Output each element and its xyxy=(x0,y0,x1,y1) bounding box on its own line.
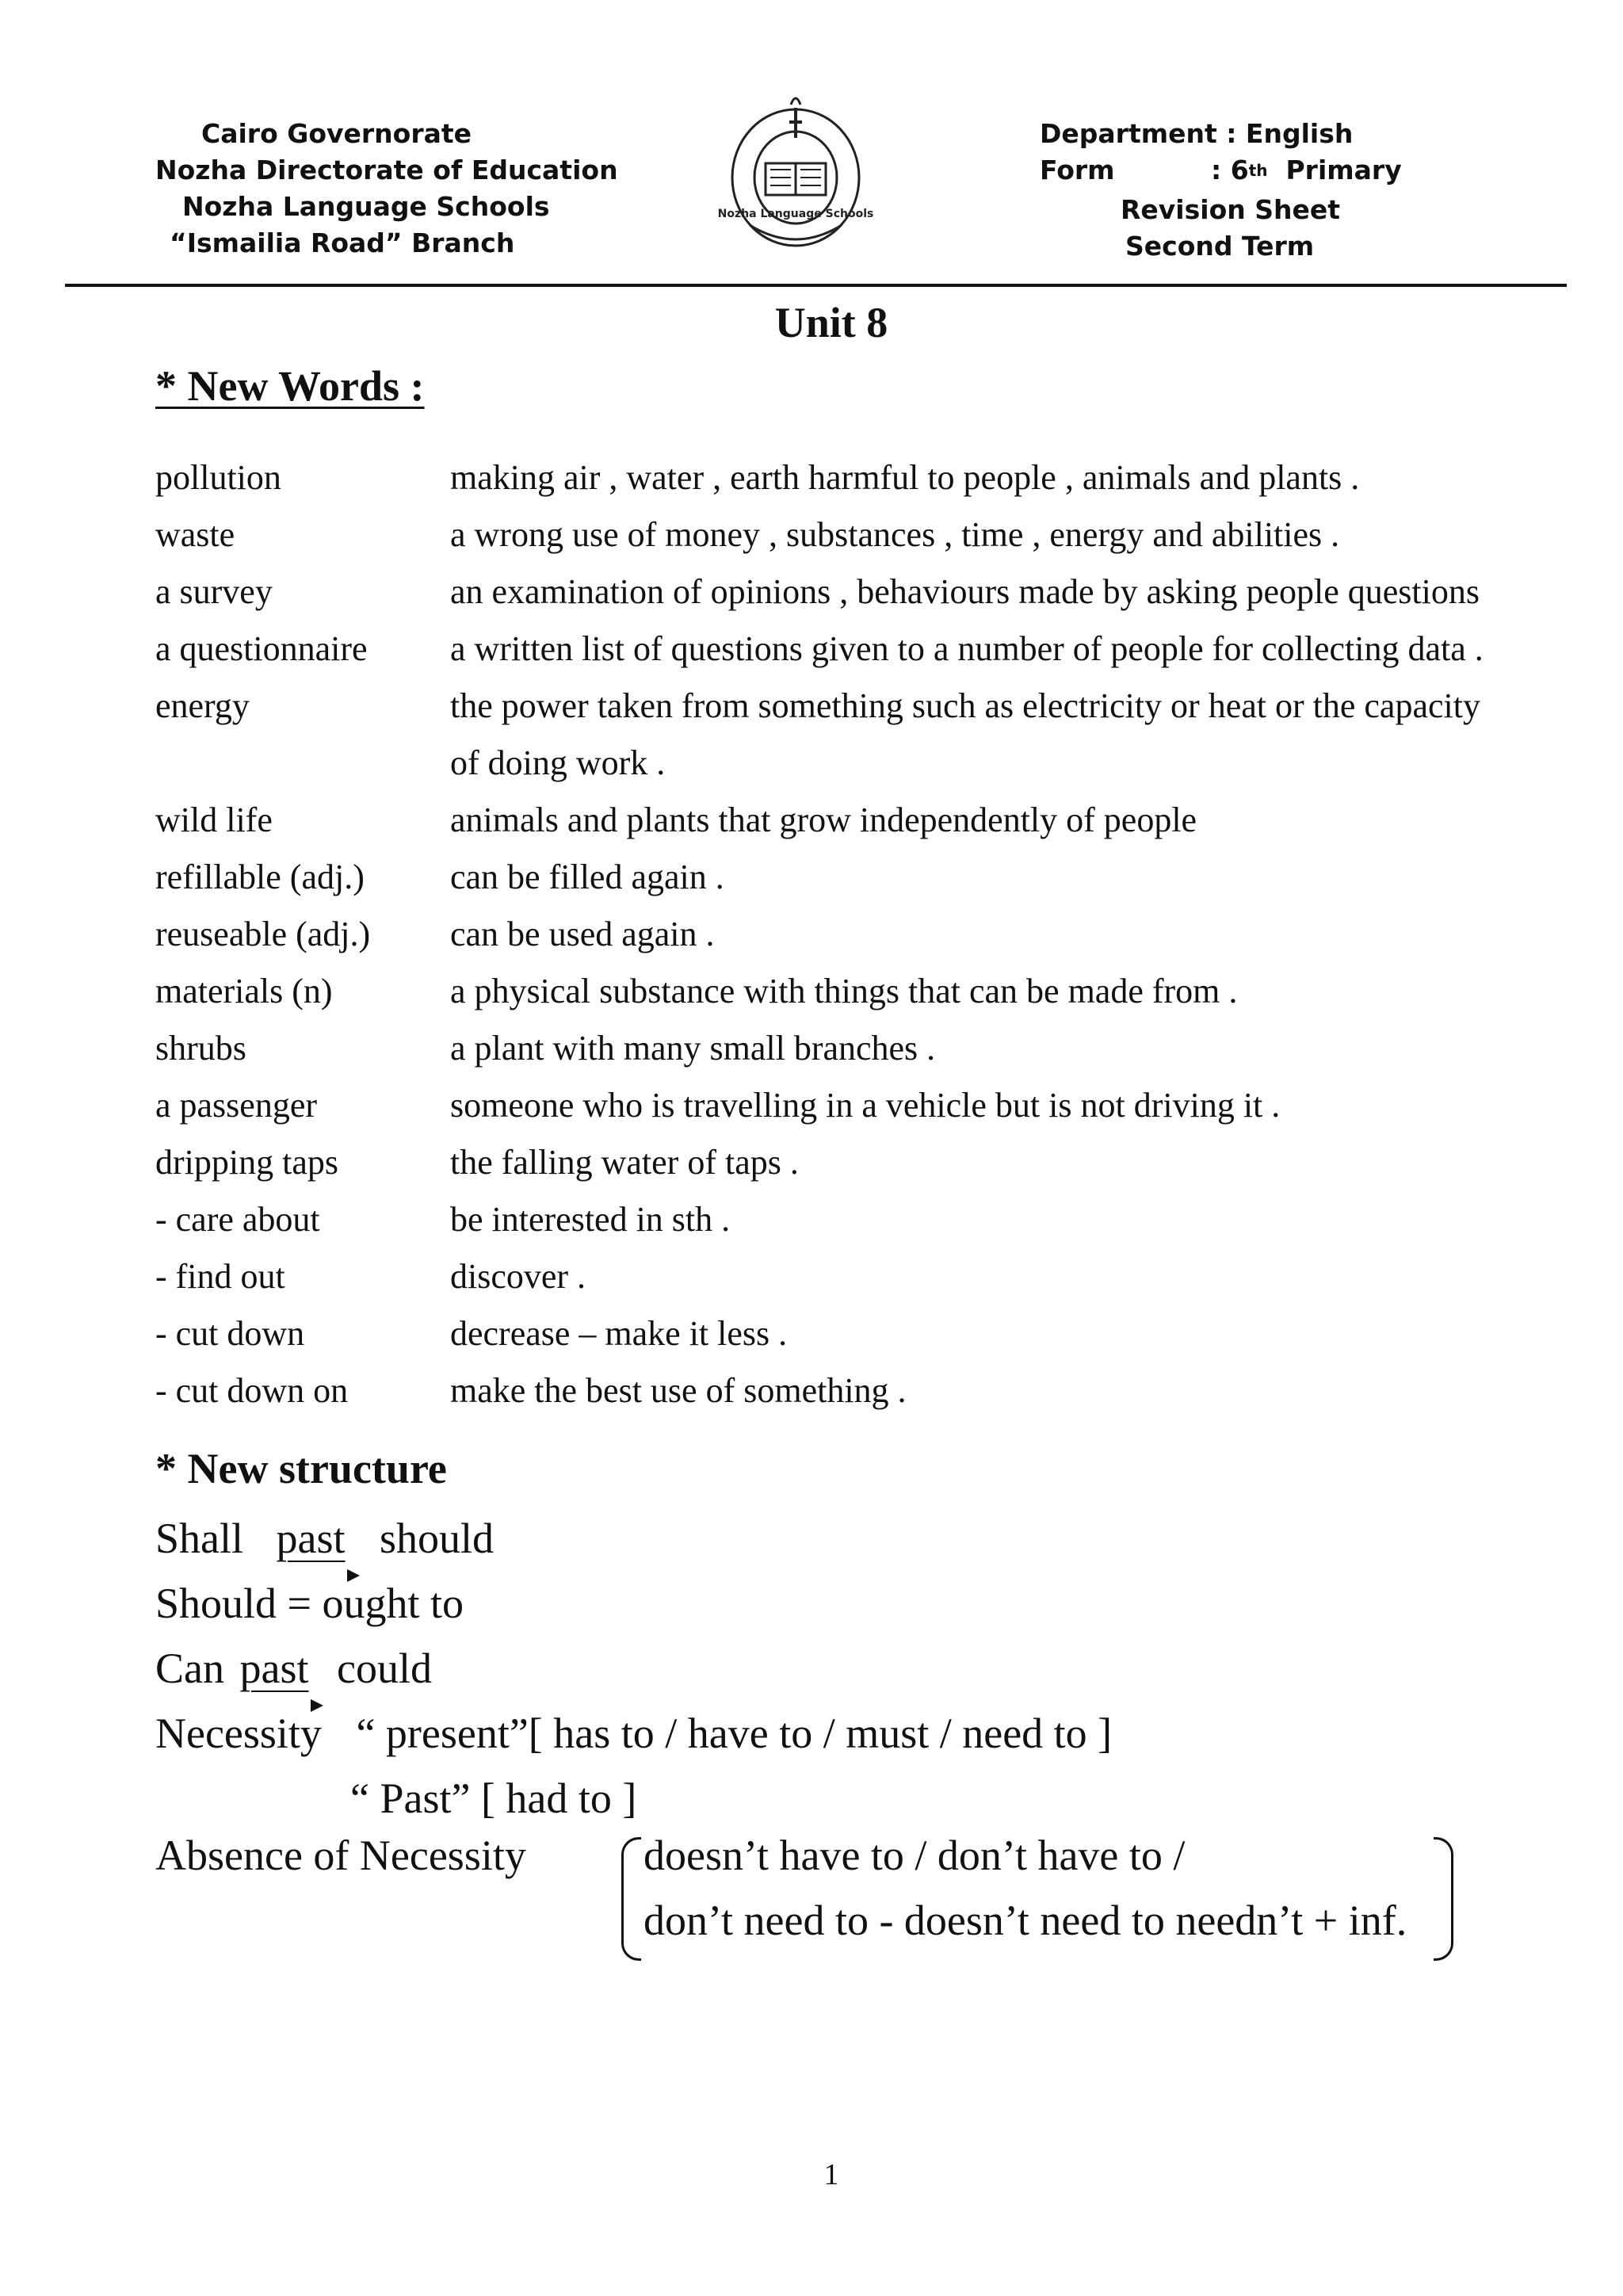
vocab-definition: a plant with many small branches . xyxy=(450,1029,936,1068)
vocab-term: a questionnaire xyxy=(155,629,368,668)
list-item xyxy=(155,1365,1621,1422)
shall-text: Shall xyxy=(155,1515,244,1562)
list-item xyxy=(155,1022,1621,1079)
form-sup: th xyxy=(1248,161,1268,180)
right-bracket xyxy=(1434,1837,1453,1961)
vocab-definition: animals and plants that grow independently of people xyxy=(450,800,1197,839)
form-label: Form xyxy=(1040,155,1115,185)
left-bracket xyxy=(621,1837,641,1961)
list-item xyxy=(155,1137,1621,1194)
new-structure-title: * New structure xyxy=(155,1445,447,1492)
unit-title: Unit 8 xyxy=(774,299,888,346)
structure-necessity-past-line xyxy=(155,1766,1112,1831)
list-item xyxy=(155,1194,1621,1251)
vocab-term: energy xyxy=(155,686,250,725)
vocab-term: - cut down xyxy=(155,1314,305,1353)
vocab-term: - find out xyxy=(155,1257,285,1296)
vocab-definition: a wrong use of money , substances , time , energy and abilities . xyxy=(450,515,1340,554)
absence-label: Absence of Necessity xyxy=(155,1832,526,1879)
new-words-title: * New Words : xyxy=(155,362,425,410)
header-term: Second Term xyxy=(1125,231,1315,262)
list-item xyxy=(155,452,1621,509)
vocabulary-list xyxy=(155,452,1621,1422)
vocab-term: dripping taps xyxy=(155,1143,338,1182)
structure-necessity-line xyxy=(155,1701,1112,1766)
list-item xyxy=(155,965,1621,1022)
list-item xyxy=(155,509,1621,566)
list-item xyxy=(155,908,1621,965)
list-item xyxy=(155,851,1621,908)
list-item xyxy=(155,566,1621,623)
vocab-definition: of doing work . xyxy=(450,743,666,782)
necessity-present: “ present”[ has to / have to / must / need to ] xyxy=(356,1710,1113,1757)
header-governorate: Cairo Governorate xyxy=(201,118,472,149)
list-item xyxy=(155,794,1621,851)
structure-shall-line xyxy=(155,1506,1112,1571)
vocab-definition: the power taken from something such as electricity or heat or the capacity xyxy=(450,686,1480,725)
vocab-definition: a physical substance with things that can be made from . xyxy=(450,972,1238,1010)
vocab-term: waste xyxy=(155,515,235,554)
vocab-term: refillable (adj.) xyxy=(155,858,365,896)
vocab-term: - care about xyxy=(155,1200,320,1239)
necessity-past: “ Past” [ had to ] xyxy=(350,1775,637,1822)
vocab-term: a survey xyxy=(155,572,273,611)
header-department: Department : English xyxy=(1040,118,1354,149)
vocab-definition: someone who is travelling in a vehicle but is not driving it . xyxy=(450,1086,1281,1125)
structure-can-line xyxy=(155,1636,1112,1701)
header-sheet: Revision Sheet xyxy=(1121,194,1341,225)
vocab-term: materials (n) xyxy=(155,972,333,1010)
absence-line-1: doesn’t have to / don’t have to / xyxy=(643,1832,1186,1879)
list-item xyxy=(155,680,1621,737)
vocab-definition: an examination of opinions , behaviours made by asking people questions xyxy=(450,572,1480,611)
vocab-definition: decrease – make it less . xyxy=(450,1314,788,1353)
can-text: Can xyxy=(155,1645,224,1692)
vocab-term: a passenger xyxy=(155,1086,318,1125)
header-directorate: Nozha Directorate of Education xyxy=(155,155,618,185)
vocab-definition: the falling water of taps . xyxy=(450,1143,799,1182)
vocab-definition: discover . xyxy=(450,1257,586,1296)
vocab-definition: be interested in sth . xyxy=(450,1200,731,1239)
vocab-term xyxy=(155,737,450,794)
header-right-block xyxy=(1040,116,1402,265)
page-number: 1 xyxy=(823,2158,839,2191)
list-item xyxy=(155,1251,1621,1308)
school-logo xyxy=(718,90,873,252)
form-value: : 6 xyxy=(1211,155,1249,185)
past-arrow: past xyxy=(240,1636,309,1701)
structure-should-line: Should = ought to xyxy=(155,1580,464,1627)
vocab-definition: make the best use of something . xyxy=(450,1371,907,1410)
list-item xyxy=(155,737,1621,794)
header-branch: “Ismailia Road” Branch xyxy=(170,227,515,258)
absence-line-2: don’t need to - doesn’t need to needn’t + inf. xyxy=(643,1897,1407,1944)
header-divider xyxy=(65,284,1567,287)
logo-text: Nozha Language Schools xyxy=(718,208,873,220)
should-text: should xyxy=(380,1515,495,1562)
vocab-definition: making air , water , earth harmful to people , animals and plants . xyxy=(450,458,1360,497)
list-item xyxy=(155,623,1621,680)
necessity-label: Necessity xyxy=(155,1710,322,1757)
structure-block xyxy=(155,1506,1112,1831)
vocab-definition: can be filled again . xyxy=(450,858,724,896)
vocab-term: pollution xyxy=(155,458,281,497)
could-text: could xyxy=(337,1645,432,1692)
vocab-term: shrubs xyxy=(155,1029,246,1068)
vocab-term: reuseable (adj.) xyxy=(155,915,371,953)
vocab-term: wild life xyxy=(155,800,273,839)
absence-bracket-group xyxy=(621,1832,1453,1956)
header-school: Nozha Language Schools xyxy=(182,191,550,222)
header-form xyxy=(1040,152,1402,192)
vocab-term: - cut down on xyxy=(155,1371,349,1410)
vocab-definition: can be used again . xyxy=(450,915,715,953)
list-item xyxy=(155,1079,1621,1137)
list-item xyxy=(155,1308,1621,1365)
past-arrow: past xyxy=(277,1506,346,1571)
header-left-block xyxy=(155,116,618,262)
form-level: Primary xyxy=(1285,155,1402,185)
vocab-definition: a written list of questions given to a number of people for collecting data . xyxy=(450,629,1484,668)
